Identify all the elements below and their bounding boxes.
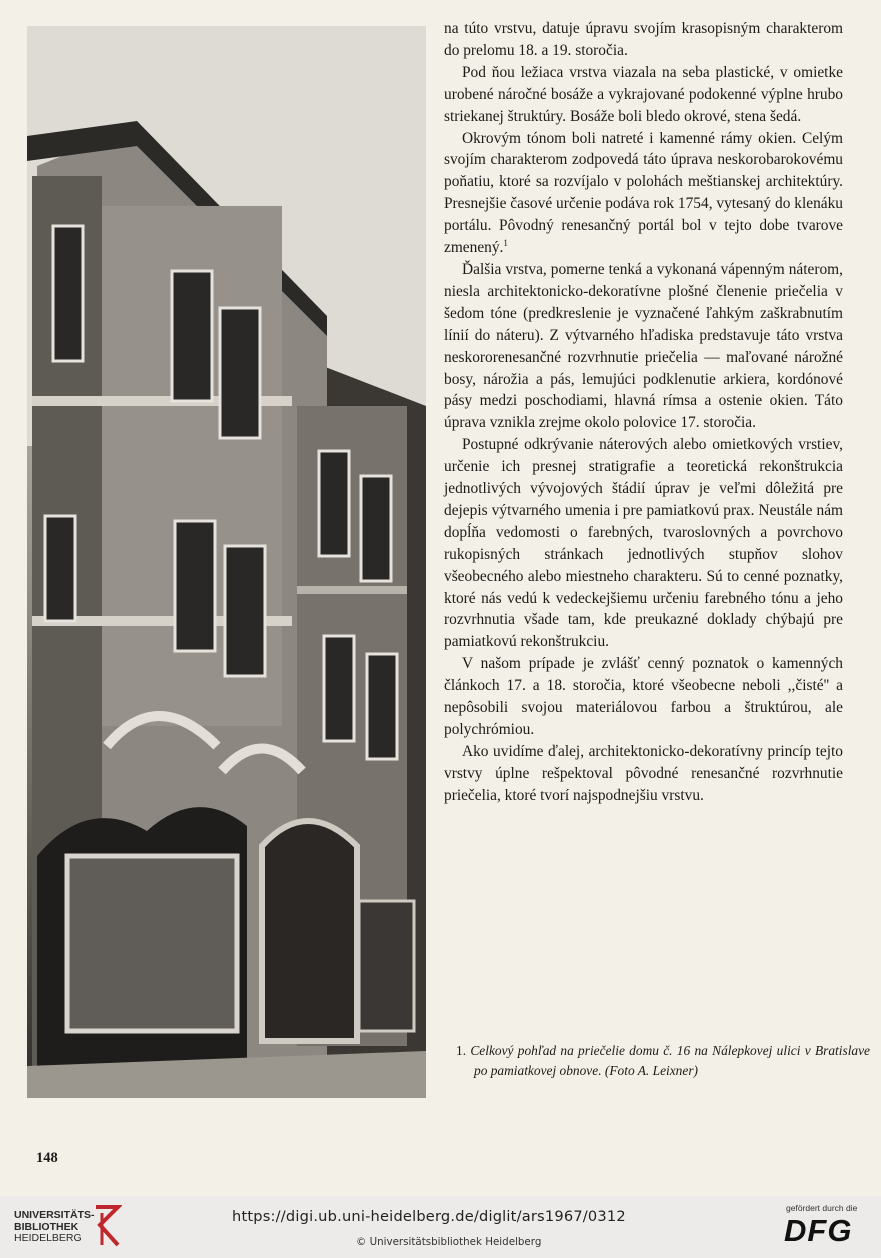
footnote-mark: 1 [503, 237, 508, 248]
library-logo-text[interactable] [14, 1210, 95, 1245]
facade-illustration [27, 26, 426, 1098]
paragraph [444, 128, 843, 259]
library-name-line: UNIVERSITÄTS- [14, 1209, 95, 1221]
paragraph-text: Okrovým tónom boli natreté i kamenné rámy okien. Celým svojím charakterom zodpovedá táto úprava neskorobarokovému poňatiu, ktoré sa rozvíjalo v polohách meštianskej architektúry. Presnejšie časové určenie podáva rok 1754, vytesaný do klenáku portálu. Pôvodný renesančný portál bol v tejto dobe tvarove zmenený. [444, 129, 843, 257]
library-name-line: BIBLIOTHEK [14, 1220, 79, 1233]
library-emblem-icon [92, 1203, 122, 1249]
paragraph: Ďalšia vrstva, pomerne tenká a vykonaná vápenným náterom, niesla architektonicko-dekoratívne plošné členenie priečelia v šedom tóne (predkreslenie je vyznačené ľahkým zaškrabnutím línií do náteru). Z výtvarného hľadiska predstavuje táto vrstva neskororenesančné rozvrhnutie priečelia — maľované nárožné bosy, nárožia a pás, lemujúci podklenutie arkiera, kordónové pásy medzi poschodiami, hlavná rímsa a ostenie okien. Táto úprava vznikla zrejme okolo polovice 17. storočia. [444, 260, 843, 432]
article-text [444, 18, 843, 807]
dfg-logo[interactable]: DFG [784, 1213, 853, 1248]
page-number: 148 [36, 1150, 58, 1166]
library-name-line: HEIDELBERG [14, 1232, 82, 1244]
paragraph: V našom prípade je zvlášť cenný poznatok o kamenných článkoch 17. a 18. storočia, ktoré všeobecne neboli ,,čisté'' a nepôsobili svojou materiálovou farbou a štruktúrou, ale polychrómiou. [444, 655, 843, 738]
paragraph: Postupné odkrývanie náterových alebo omietkových vrstiev, určenie ich presnej stratigrafie a teoretická rekonštrukcia jednotlivých vývojových štádií úprav je veľmi dôležitá pre dejepis výtvarného umenia i pre pamiatkovú prax. Neustále nám dopĺňa vedomosti o farebných, tvaroslovných a povrchovo rukopisných stránkach jednotlivých stupňov slohov všeobecného alebo miestneho charakteru. Sú to cenné poznatky, ktoré nás vedú k vedeckejšiemu určeniu farebného tónu a jeho rozvrhnutia všade tam, kde preukazné doklady chýbajú pre pamiatkovú rekonštrukciu. [444, 436, 843, 651]
paragraph: Ako uvidíme ďalej, architektonicko-dekoratívny princíp tejto vrstvy úplne rešpektoval pôvodné renesančné rozvrhnutie priečelia, ktoré tvorí najspodnejšiu vrstvu. [444, 742, 843, 804]
viewer-footer [0, 1196, 881, 1258]
paragraph: Pod ňou ležiaca vrstva viazala na seba plastické, v omietke urobené náročné bosáže a vykrajované podokenné výplne hrubo striekanej štruktúry. Bosáže boli bledo okrové, stena šedá. [444, 63, 843, 125]
paragraph: na túto vrstvu, datuje úpravu svojím krasopisným charakterom do prelomu 18. a 19. storočia. [444, 20, 843, 59]
permalink-url[interactable]: https://digi.ub.uni-heidelberg.de/diglit/ars1967/0312 [232, 1208, 626, 1225]
caption-number: 1. [456, 1043, 467, 1058]
copyright-notice: © Universitätsbibliothek Heidelberg [356, 1236, 542, 1248]
building-facade-photo [27, 26, 426, 1098]
figure-caption [452, 1041, 870, 1080]
funded-by-label: gefördert durch die [786, 1203, 858, 1213]
caption-text: Celkový pohľad na priečelie domu č. 16 na Nálepkovej ulici v Bratislave po pamiatkovej obnove. (Foto A. Leixner) [470, 1043, 870, 1078]
